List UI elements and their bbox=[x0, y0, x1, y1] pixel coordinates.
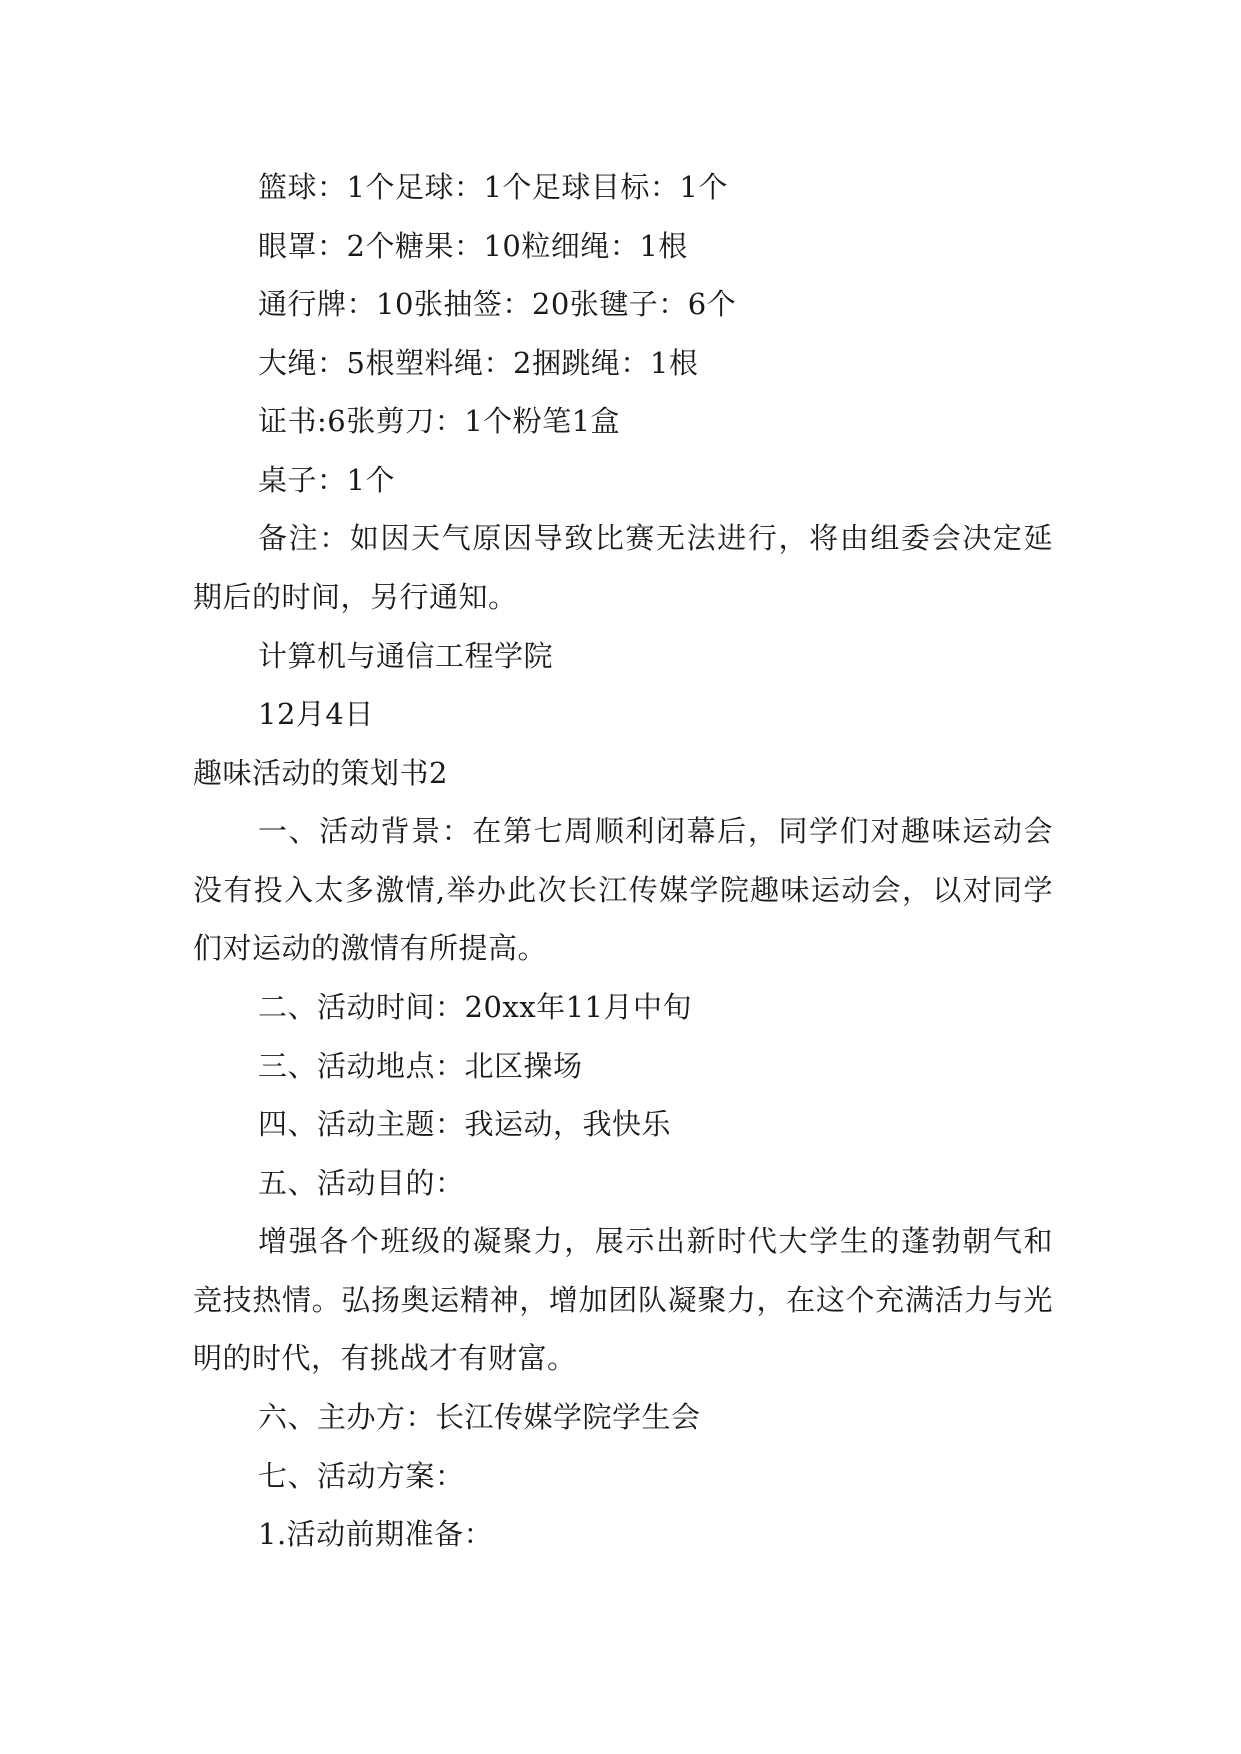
purpose-paragraph: 增强各个班级的凝聚力，展示出新时代大学生的蓬勃朝气和竞技热情。弘扬奥运精神，增加团队凝聚力，在这个充满活力与光明的时代，有挑战才有财富。 bbox=[193, 1224, 1053, 1375]
note-paragraph: 备注：如因天气原因导致比赛无法进行，将由组委会决定延期后的时间，另行通知。 bbox=[193, 521, 1053, 614]
background-paragraph: 一、活动背景：在第七周顺利闭幕后，同学们对趣味运动会没有投入太多激情,举办此次长江传媒学院趣味运动会，以对同学们对运动的激情有所提高。 bbox=[193, 814, 1053, 965]
organization-name: 计算机与通信工程学院 bbox=[258, 639, 554, 673]
materials-line-4: 大绳：5根塑料绳：2捆跳绳：1根 bbox=[258, 346, 699, 380]
prep-title: 1.活动前期准备： bbox=[258, 1517, 494, 1551]
document-date: 12月4日 bbox=[258, 697, 374, 731]
section-heading: 趣味活动的策划书2 bbox=[193, 756, 448, 790]
materials-line-6: 桌子：1个 bbox=[258, 463, 395, 497]
plan-title: 七、活动方案： bbox=[258, 1459, 465, 1493]
materials-line-3: 通行牌：10张抽签：20张毽子：6个 bbox=[258, 287, 737, 321]
materials-line-1: 篮球：1个足球：1个足球目标：1个 bbox=[258, 170, 728, 204]
activity-theme: 四、活动主题：我运动，我快乐 bbox=[258, 1107, 672, 1141]
organizer-line: 六、主办方：长江传媒学院学生会 bbox=[258, 1400, 701, 1434]
activity-place: 三、活动地点：北区操场 bbox=[258, 1049, 583, 1083]
purpose-title: 五、活动目的： bbox=[258, 1166, 465, 1200]
materials-line-2: 眼罩：2个糖果：10粒细绳：1根 bbox=[258, 229, 688, 263]
materials-line-5: 证书:6张剪刀：1个粉笔1盒 bbox=[258, 404, 621, 438]
activity-time: 二、活动时间：20xx年11月中旬 bbox=[258, 990, 693, 1024]
